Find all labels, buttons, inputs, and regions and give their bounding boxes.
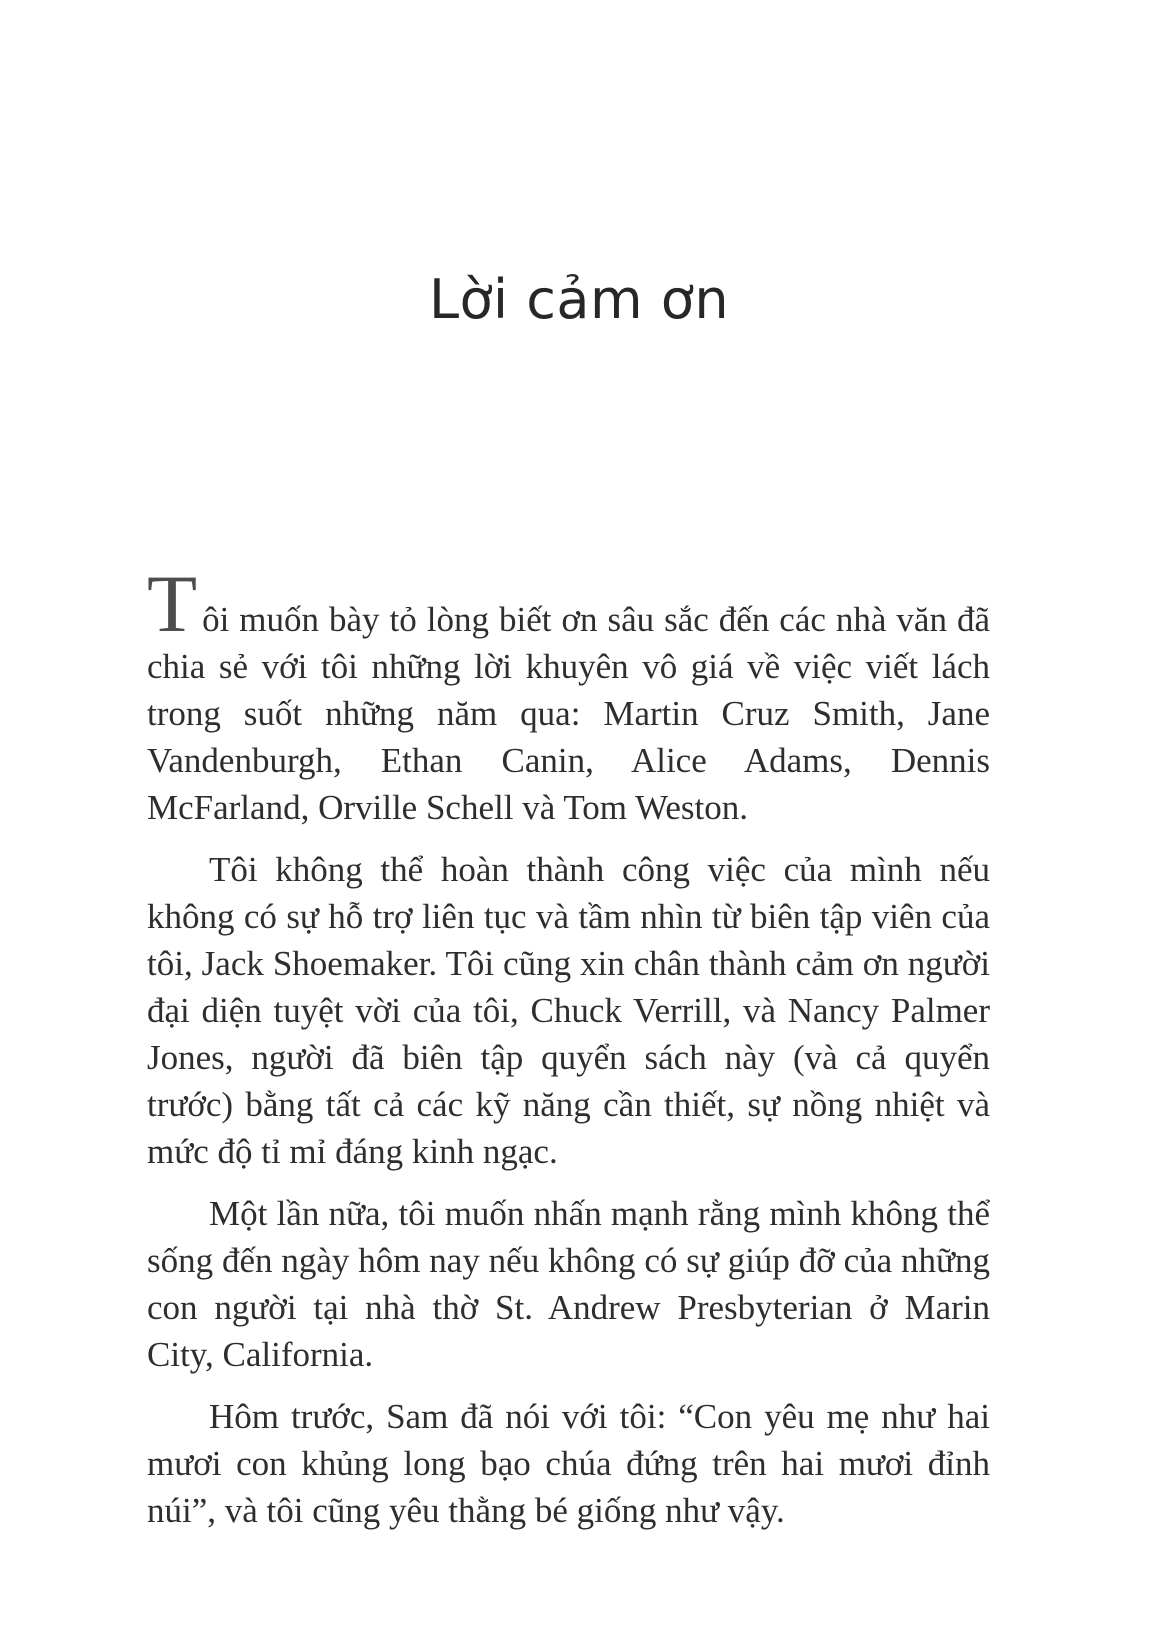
paragraph-editor-agent: Tôi không thể hoàn thành công việc của mình nếu không có sự hỗ trợ liên tục và tầm nhìn từ biên tập viên của tôi, Jack Shoemaker. Tôi cũng xin chân thành cảm ơn người đại diện tuyệt vời của tôi, Chuck Verrill, và Nancy Palmer Jones, người đã biên tập quyển sách này (và cả quyển trước) bằng tất cả các kỹ năng cần thiết, sự nồng nhiệt và mức độ tỉ mỉ đáng kinh ngạc.	[147, 850, 990, 1171]
paragraph-sam-quote: Hôm trước, Sam đã nói với tôi: “Con yêu mẹ như hai mươi con khủng long bạo chúa đứng trên hai mươi đỉnh núi”, và tôi cũng yêu thằng bé giống như vậy.	[147, 1397, 990, 1530]
paragraph-acknowledgment-writers	[147, 558, 990, 831]
raised-cap-initial: T	[147, 558, 198, 649]
page-title: Lời cảm ơn	[428, 268, 730, 331]
paragraph-church: Một lần nữa, tôi muốn nhấn mạnh rằng mình không thể sống đến ngày hôm nay nếu không có sự giúp đỡ của những con người tại nhà thờ St. Andrew Presbyterian ở Marin City, California.	[147, 1194, 990, 1374]
paragraph-acknowledgment-writers-text: ôi muốn bày tỏ lòng biết ơn sâu sắc đến các nhà văn đã chia sẻ với tôi những lời khuyên vô giá về việc viết lách trong suốt những năm qua: Martin Cruz Smith, Jane Vandenburgh, Ethan Canin, Alice Adams, Dennis McFarland, Orville Schell và Tom Weston.	[147, 600, 990, 827]
body-text	[147, 558, 990, 1534]
